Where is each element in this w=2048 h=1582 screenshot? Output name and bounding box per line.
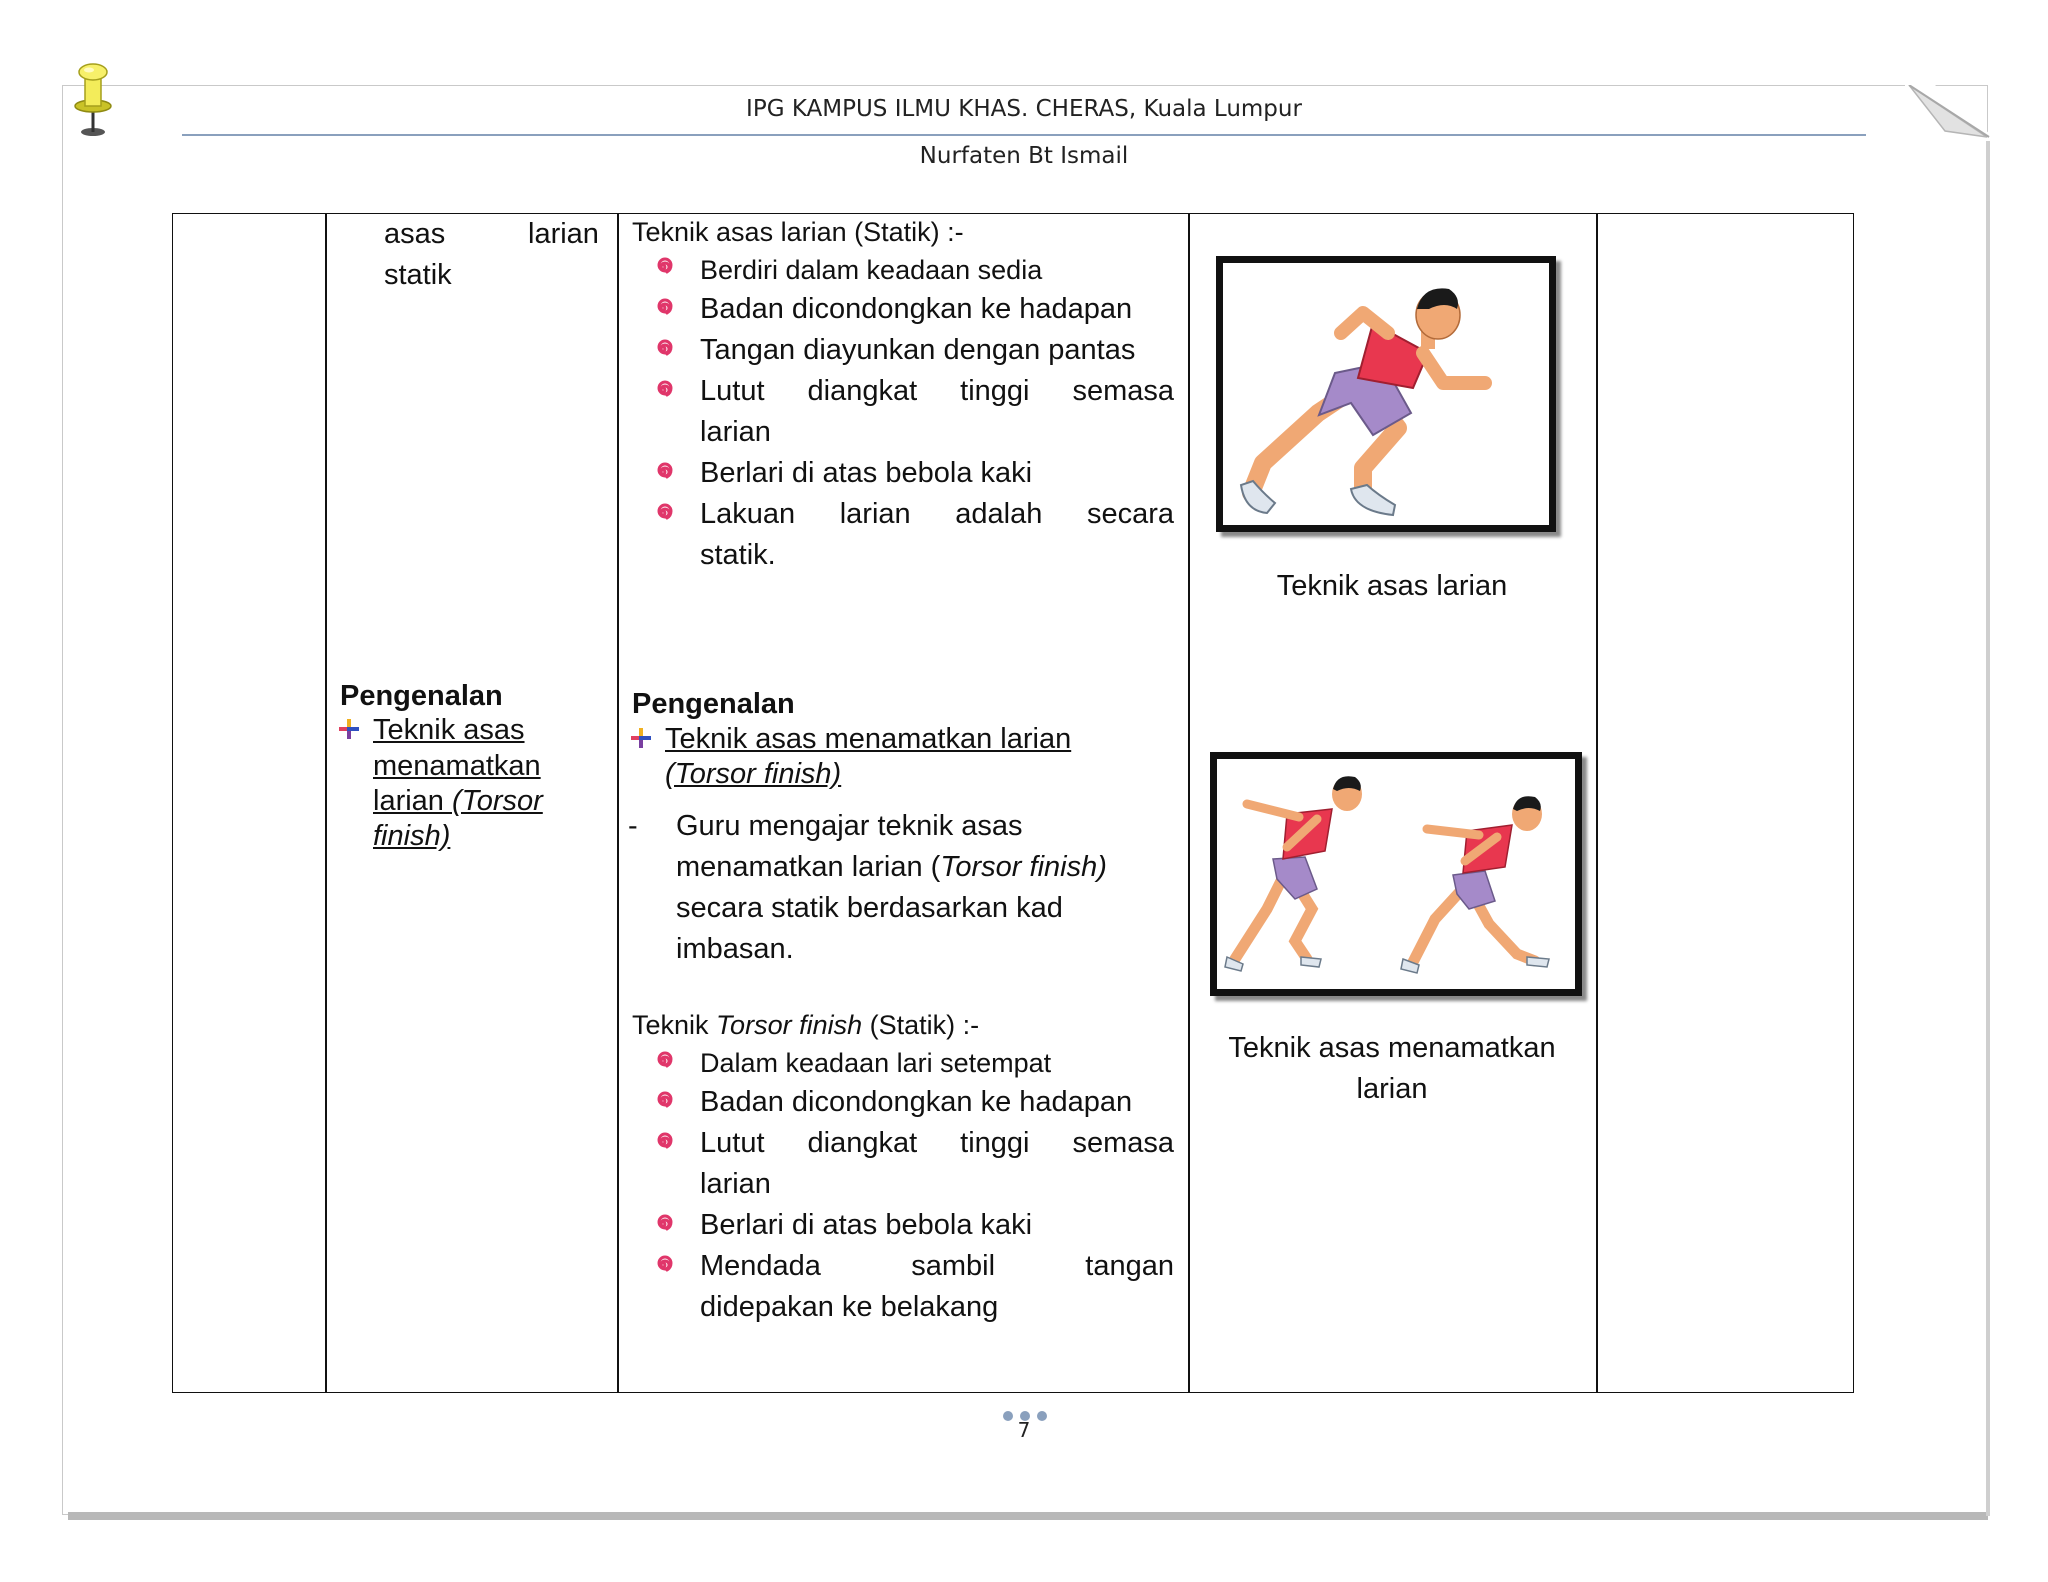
spiral-bullet-icon	[652, 1050, 674, 1072]
plus-bullet-icon	[630, 727, 652, 749]
section1-point: Berlari di atas bebola kaki	[700, 457, 1033, 489]
col2-item-line: Teknik asas	[373, 714, 525, 746]
section1-point: Tangan diayunkan dengan pantas	[700, 334, 1136, 366]
col3-item-line: Teknik asas menamatkan larian	[665, 723, 1072, 755]
plus-bullet-icon	[338, 718, 360, 740]
col2-item-line: menamatkan	[373, 750, 541, 782]
dash-marker: -	[628, 810, 638, 842]
table-column-divider	[1596, 213, 1598, 1393]
spiral-bullet-icon	[652, 1131, 674, 1153]
section2-point: Badan dicondongkan ke hadapan	[700, 1086, 1133, 1118]
page-shadow-bottom	[68, 1512, 1988, 1520]
table-column-divider	[1188, 213, 1190, 1393]
col2-item-italic: (Torsor	[452, 785, 543, 817]
spiral-bullet-icon	[652, 1090, 674, 1112]
header-institution: IPG KAMPUS ILMU KHAS. CHERAS, Kuala Lumpur	[746, 96, 1302, 122]
paragraph-line: Guru mengajar teknik asas	[676, 810, 1023, 842]
image-caption: Teknik asas larian	[1276, 570, 1508, 602]
section1-point: larian	[700, 416, 771, 448]
section2-point: Mendada sambil tangan	[700, 1250, 1174, 1282]
col2-item-line: finish)	[373, 820, 451, 852]
col2-item-text: larian	[373, 785, 452, 817]
section2-point: Dalam keadaan lari setempat	[700, 1048, 1052, 1078]
topic-word: asas	[384, 218, 446, 250]
header-author: Nurfaten Bt Ismail	[919, 143, 1129, 169]
section1-title: Teknik asas larian (Statik) :-	[632, 217, 964, 247]
image-frame-running	[1216, 256, 1556, 532]
col2-heading: Pengenalan	[340, 680, 503, 712]
spiral-bullet-icon	[652, 379, 674, 401]
section2-title-text: (Statik) :-	[862, 1010, 980, 1040]
table-column-divider	[325, 213, 327, 1393]
section2-point: Berlari di atas bebola kaki	[700, 1209, 1033, 1241]
paragraph-line	[676, 847, 1107, 888]
spiral-bullet-icon	[652, 1213, 674, 1235]
section2-point: Lutut diangkat tinggi semasa	[700, 1127, 1174, 1159]
topic-word: statik	[384, 259, 452, 291]
section2-point: didepakan ke belakang	[700, 1291, 999, 1323]
section1-point: statik.	[700, 539, 776, 571]
image-frame-finish	[1210, 752, 1582, 996]
page-number: 7	[1017, 1418, 1031, 1442]
paragraph-text: menamatkan larian (	[676, 851, 941, 883]
col3-item-line: (Torsor finish)	[665, 758, 842, 790]
image-caption: Teknik asas menamatkan	[1228, 1032, 1556, 1064]
spiral-bullet-icon	[652, 297, 674, 319]
spiral-bullet-icon	[652, 338, 674, 360]
section1-point: Berdiri dalam keadaan sedia	[700, 255, 1043, 285]
spiral-bullet-icon	[652, 502, 674, 524]
section2-title	[632, 1005, 979, 1046]
table-column-divider	[617, 213, 619, 1393]
section2-point: larian	[700, 1168, 771, 1200]
section2-title-italic: Torsor finish	[716, 1010, 863, 1040]
section1-point: Badan dicondongkan ke hadapan	[700, 293, 1133, 325]
section2-title-text: Teknik	[632, 1010, 717, 1040]
page-shadow-right	[1986, 140, 1990, 1516]
paragraph-italic: Torsor finish)	[940, 851, 1107, 883]
paragraph-line: secara statik berdasarkan kad	[676, 892, 1063, 924]
spiral-bullet-icon	[652, 256, 674, 278]
torso-finish-illustration-icon	[1217, 759, 1575, 989]
section1-point: Lutut diangkat tinggi semasa	[700, 375, 1174, 407]
paragraph-line: imbasan.	[676, 933, 794, 965]
topic-word: larian	[528, 218, 599, 250]
header-divider	[182, 134, 1866, 136]
spiral-bullet-icon	[652, 1254, 674, 1276]
section1-point: Lakuan larian adalah secara	[700, 498, 1174, 530]
image-caption: larian	[1356, 1073, 1428, 1105]
spiral-bullet-icon	[652, 461, 674, 483]
runner-illustration-icon	[1223, 263, 1549, 525]
col3-heading: Pengenalan	[632, 688, 795, 720]
